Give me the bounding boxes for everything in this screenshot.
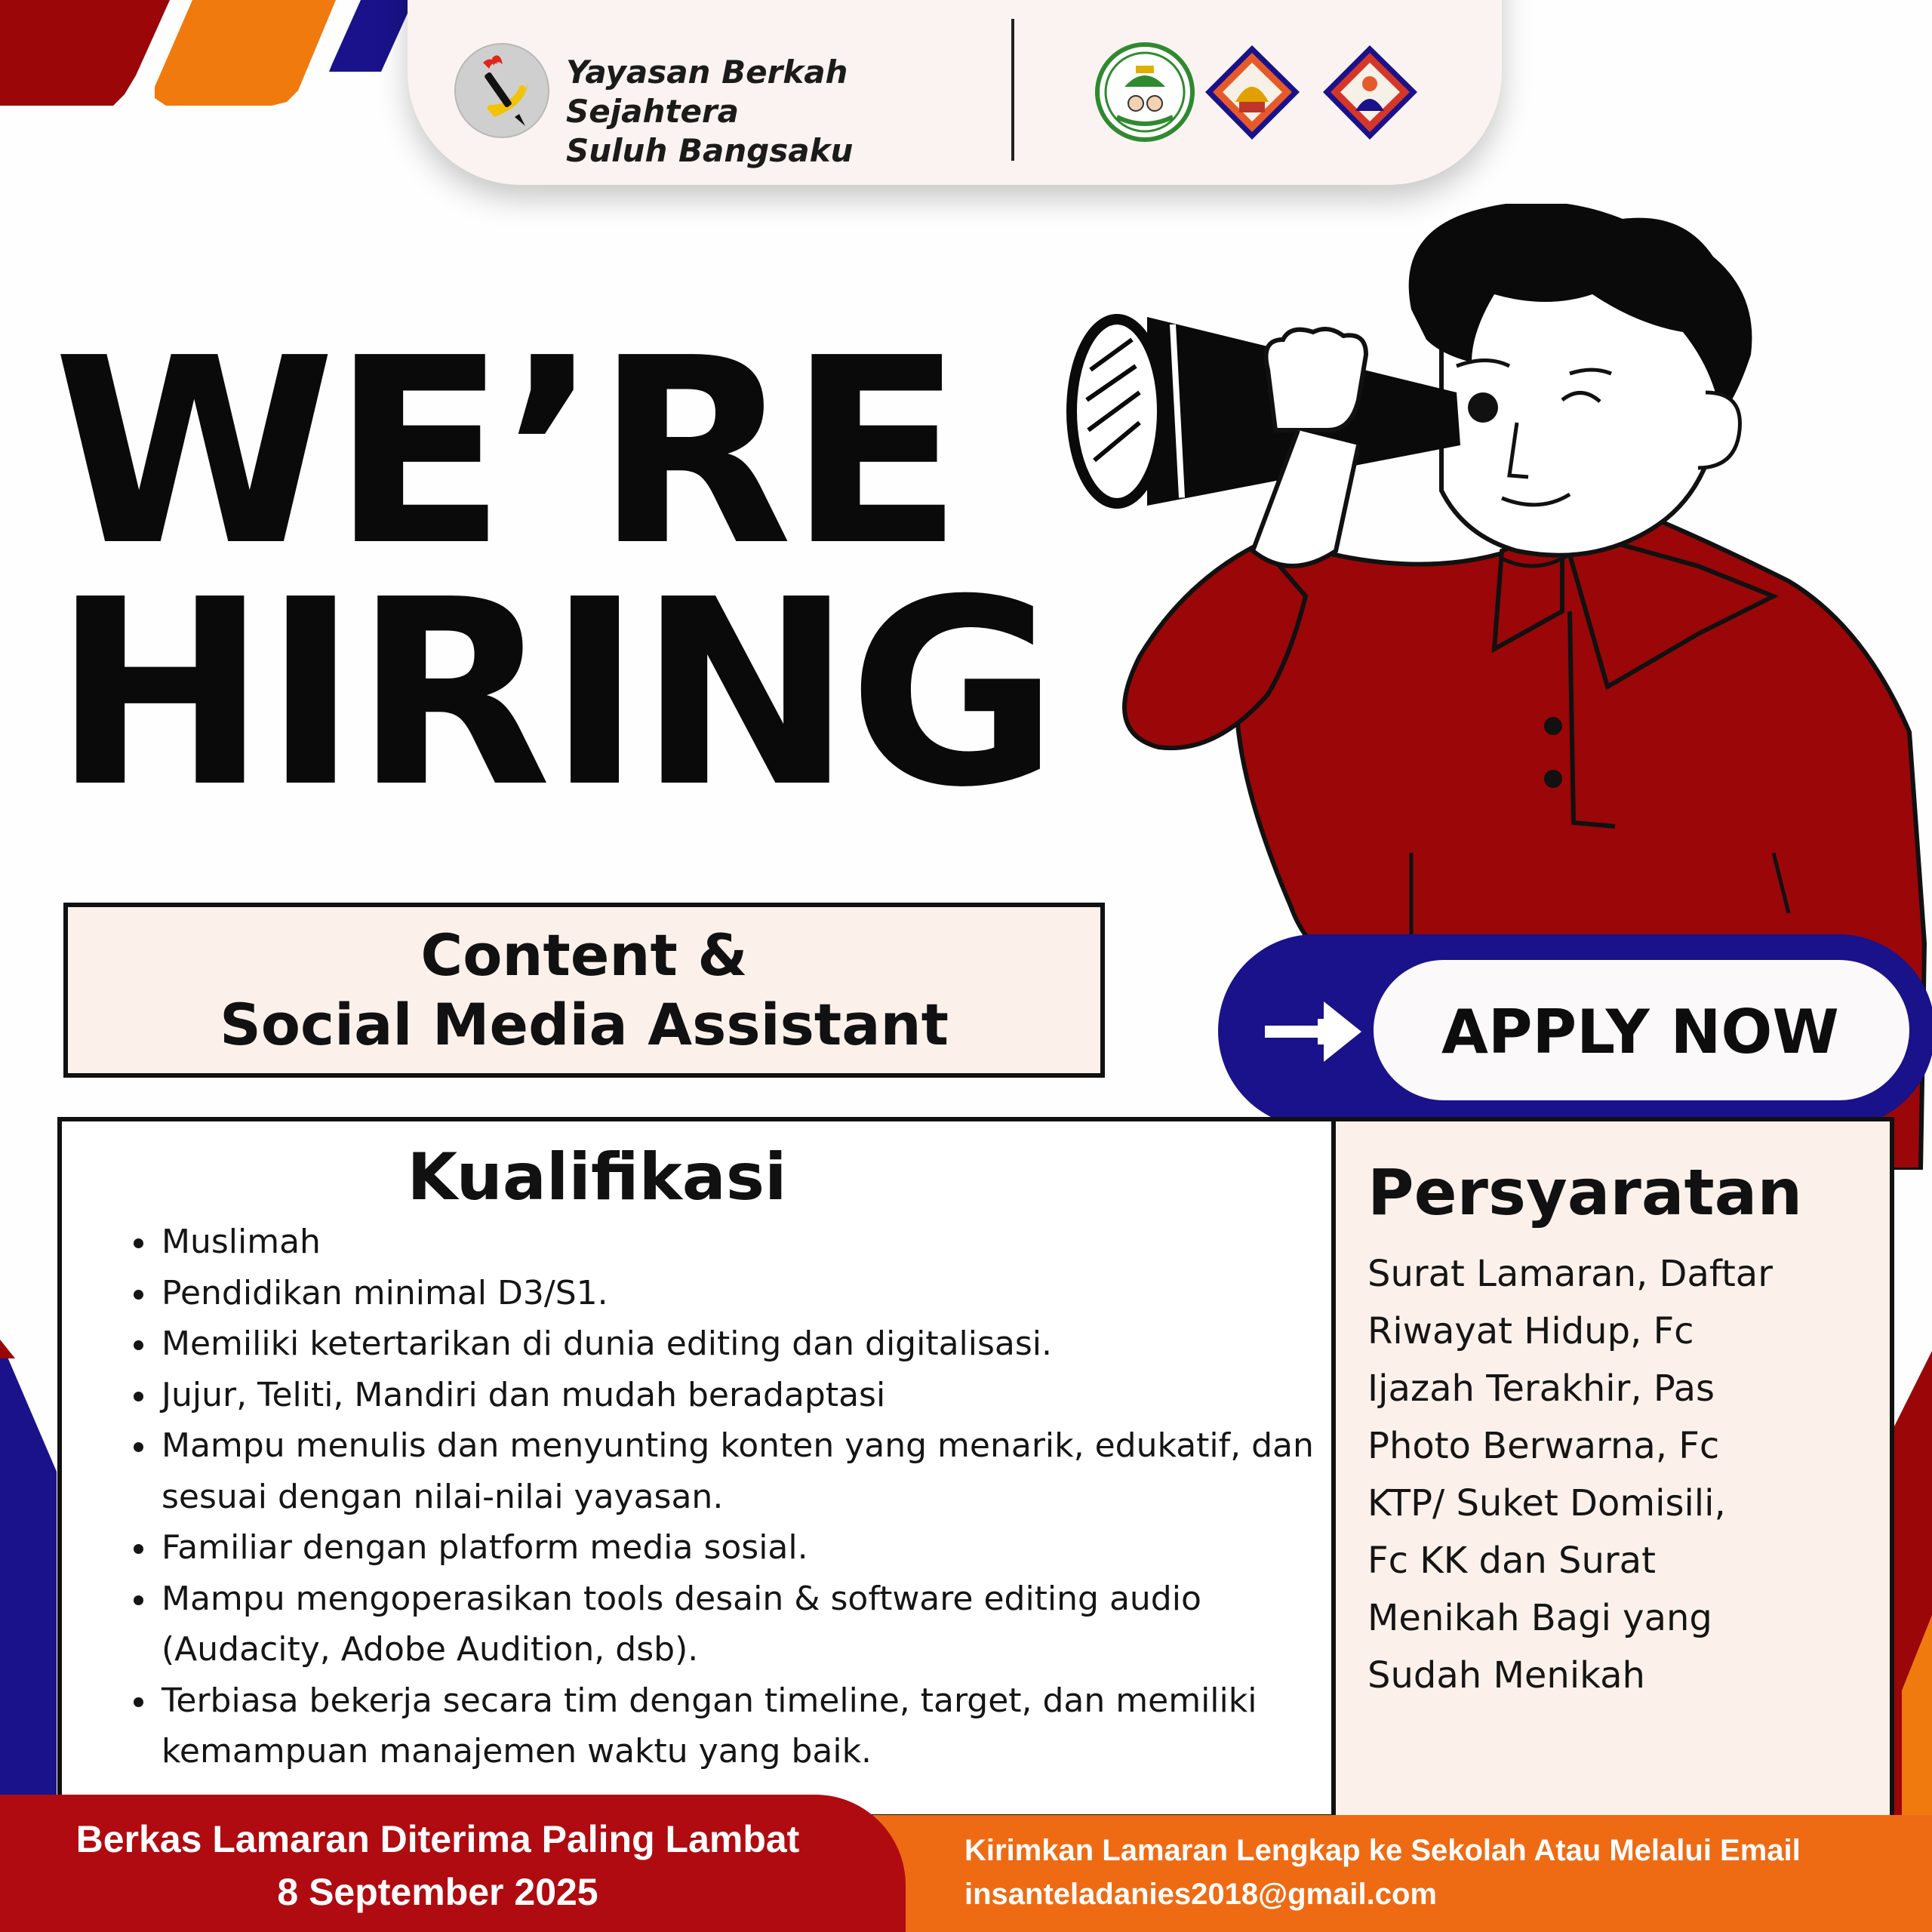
qualifications-title: Kualifikasi: [407, 1140, 787, 1215]
job-title-line2: Social Media Assistant: [220, 991, 949, 1058]
requirements-line: Fc KK dan Surat: [1367, 1540, 1656, 1582]
requirements-line: Photo Berwarna, Fc: [1367, 1425, 1720, 1467]
list-item: • Mampu menulis dan menyunting konten yang menarik, edukatif, dan sesuai dengan nilai-nilai yayasan.: [158, 1420, 1336, 1522]
qualifications-list: [121, 1217, 1336, 1777]
requirements-title: Persyaratan: [1367, 1155, 1803, 1229]
requirements-line: Ijazah Terakhir, Pas: [1367, 1367, 1715, 1410]
headline-line1: WE’RE: [53, 303, 959, 602]
org-name-line2: Suluh Bangsaku: [566, 132, 854, 169]
apply-now-label[interactable]: APPLY NOW: [1441, 997, 1839, 1067]
job-title-box: [63, 903, 1105, 1078]
requirements-line: KTP/ Suket Domisili,: [1367, 1482, 1726, 1524]
list-item: • Memiliki ketertarikan di dunia editing dan digitalisasi.: [158, 1318, 1336, 1370]
list-item: • Jujur, Teliti, Mandiri dan mudah beradaptasi: [158, 1370, 1336, 1421]
contact-text: [964, 1829, 1915, 1916]
requirements-line: Riwayat Hidup, Fc: [1367, 1310, 1694, 1352]
deadline-date: 8 September 2025: [277, 1871, 598, 1913]
list-item: • Muslimah: [158, 1217, 1336, 1268]
requirements-text: [1367, 1245, 1881, 1704]
job-title-line1: Content &: [420, 921, 748, 989]
headline-line2: HIRING: [53, 545, 1054, 844]
deadline-text: [15, 1813, 860, 1918]
contact-email[interactable]: insanteladanies2018@gmail.com: [964, 1878, 1437, 1911]
org-logo-icon: [453, 42, 551, 140]
headline: [53, 303, 1185, 844]
partner-logo-icon: [1094, 42, 1196, 143]
requirements-line: Sudah Menikah: [1367, 1654, 1645, 1697]
list-item: • Pendidikan minimal D3/S1.: [158, 1268, 1336, 1319]
partner-logo-icon: [1319, 42, 1421, 143]
list-item: • Familiar dengan platform media sosial.: [158, 1522, 1336, 1574]
contact-line1: Kirimkan Lamaran Lengkap ke Sekolah Atau Melalui Email: [964, 1834, 1801, 1867]
org-name-line1: Yayasan Berkah Sejahtera: [566, 54, 848, 130]
org-name: [566, 53, 989, 171]
arrow-right-icon[interactable]: [1265, 998, 1363, 1066]
requirements-line: Surat Lamaran, Daftar: [1367, 1253, 1773, 1295]
partner-logo-icon: [1201, 42, 1303, 143]
deadline-line1: Berkas Lamaran Diterima Paling Lambat: [75, 1818, 800, 1860]
header-divider: [1011, 19, 1014, 161]
list-item: • Terbiasa bekerja secara tim dengan timeline, target, dan memiliki kemampuan manajemen waktu yang baik.: [158, 1675, 1336, 1777]
list-item: • Mampu mengoperasikan tools desain & software editing audio (Audacity, Adobe Audition, dsb).: [158, 1574, 1336, 1675]
requirements-line: Menikah Bagi yang: [1367, 1597, 1712, 1639]
